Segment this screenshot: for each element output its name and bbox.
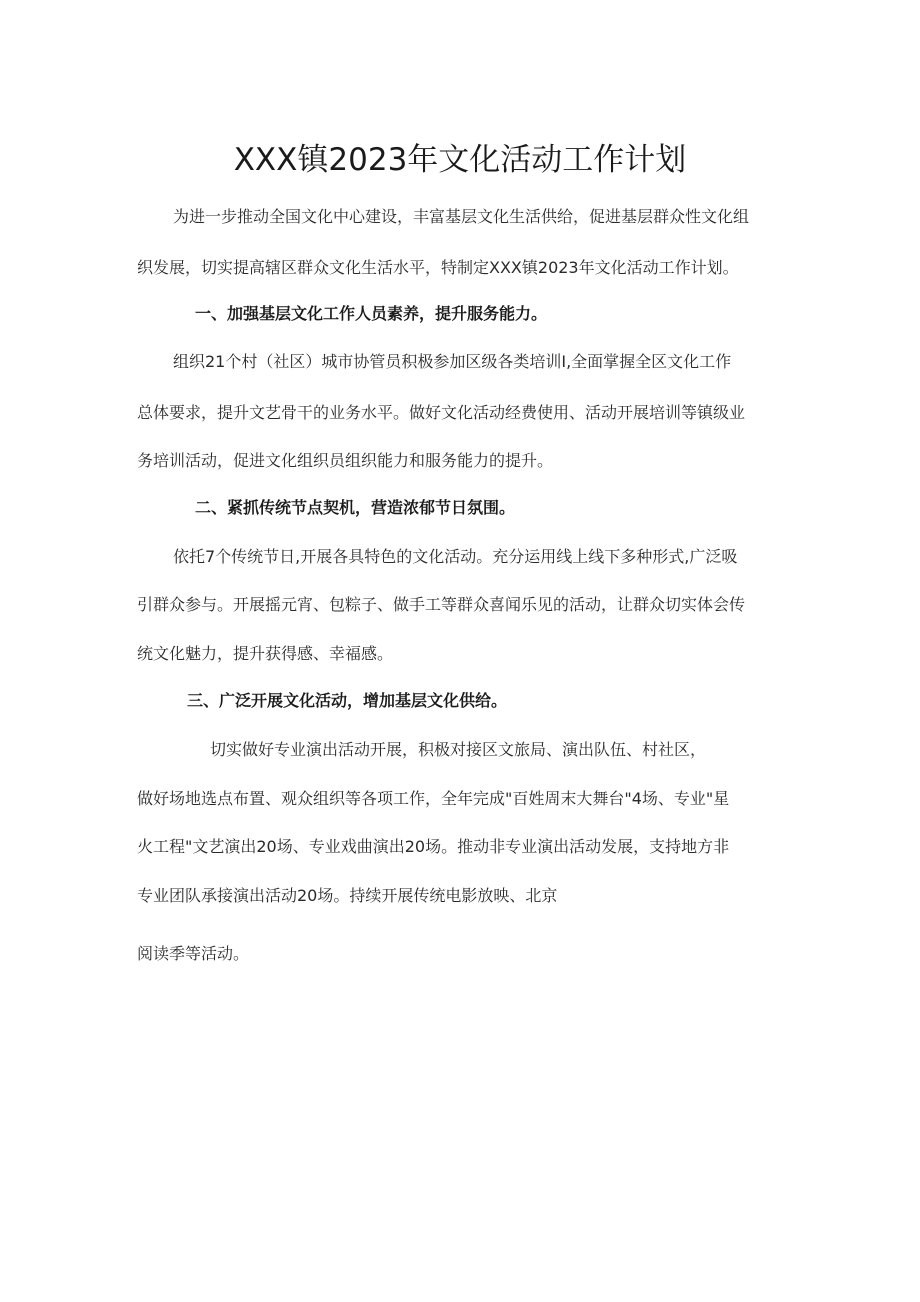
- intro-line-1: 为进一步推动全国文化中心建设，丰富基层文化生活供给，促进基层群众性文化组: [173, 207, 750, 226]
- section-3-line-3: 火工程"文艺演出20场、专业戏曲演出20场。推动非专业演出活动发展，支持地方非: [137, 837, 730, 856]
- section-2-line-1: 依托7个传统节日,开展各具特色的文化活动。充分运用线上线下多种形式,广泛吸: [173, 547, 738, 566]
- section-1-line-1: 组织21个村（社区）城市协管员积极参加区级各类培训I,全面掌握全区文化工作: [173, 352, 732, 371]
- document-title: XXX镇2023年文化活动工作计划: [233, 142, 687, 178]
- section-2-line-2: 引群众参与。开展摇元宵、包粽子、做手工等群众喜闻乐见的活动，让群众切实体会传: [137, 595, 746, 614]
- section-1-line-2: 总体要求，提升文艺骨干的业务水平。做好文化活动经费使用、活动开展培训等镇级业: [137, 403, 746, 422]
- section-2-line-3: 统文化魅力，提升获得感、幸福感。: [137, 644, 394, 663]
- section-1-line-3: 务培训活动，促进文化组织员组织能力和服务能力的提升。: [137, 451, 554, 470]
- section-1-heading: 一、加强基层文化工作人员素养，提升服务能力。: [195, 304, 548, 323]
- section-3-line-2: 做好场地选点布置、观众组织等各项工作，全年完成"百姓周末大舞台"4场、专业"星: [137, 789, 730, 808]
- intro-line-2: 织发展，切实提高辖区群众文化生活水平，特制定XXX镇2023年文化活动工作计划。: [137, 258, 739, 277]
- section-2-heading: 二、紧抓传统节点契机，营造浓郁节日氛围。: [195, 498, 516, 517]
- section-3-line-4: 专业团队承接演出活动20场。持续开展传统电影放映、北京: [137, 886, 558, 905]
- section-3-line-5: 阅读季等活动。: [137, 944, 250, 963]
- section-3-line-1: 切实做好专业演出活动开展，积极对接区文旅局、演出队伍、村社区，: [210, 740, 707, 759]
- section-3-heading: 三、广泛开展文化活动，增加基层文化供给。: [187, 691, 508, 710]
